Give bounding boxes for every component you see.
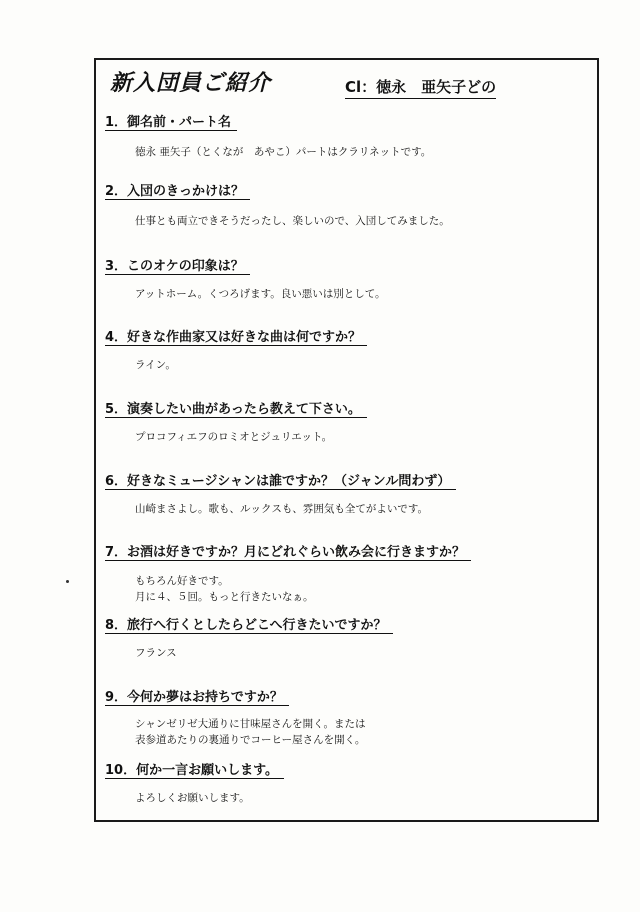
question-9: 9．今何か夢はお持ちですか？ xyxy=(105,686,289,706)
answer-9-line-1: シャンゼリゼ大通りに甘味屋さんを開く。または xyxy=(135,718,366,730)
answer-10-line-1: よろしくお願いします。 xyxy=(135,792,250,804)
answer-7-line-2: 月に４、５回。もっと行きたいなぁ。 xyxy=(135,591,314,603)
question-7: 7．お酒は好きですか？月にどれぐらい飲み会に行きますか？ xyxy=(105,541,471,561)
question-4: 4．好きな作曲家又は好きな曲は何ですか？ xyxy=(105,326,367,346)
answer-1-line-1: 徳永 亜矢子（とくなが あやこ）パートはクラリネットです。 xyxy=(135,146,432,158)
question-6: 6．好きなミュージシャンは誰ですか？（ジャンル問わず） xyxy=(105,470,456,490)
answer-3-line-1: アットホーム。くつろげます。良い悪いは別として。 xyxy=(135,288,386,300)
question-5: 5．演奏したい曲があったら教えて下さい。 xyxy=(105,398,367,418)
answer-6-line-1: 山崎まさよし。歌も、ルックスも、雰囲気も全てがよいです。 xyxy=(135,503,429,515)
answer-5-line-1: プロコフィエフのロミオとジュリエット。 xyxy=(135,431,333,443)
question-8: 8．旅行へ行くとしたらどこへ行きたいですか？ xyxy=(105,614,393,634)
answer-4-line-1: ライン。 xyxy=(135,359,176,371)
page-title: 新入団員ご紹介 xyxy=(110,71,272,96)
answer-9-line-2: 表参道あたりの裏通りでコーヒー屋さんを開く。 xyxy=(135,734,366,746)
question-1: 1．御名前・パート名 xyxy=(105,111,237,131)
question-2: 2．入団のきっかけは？ xyxy=(105,180,250,200)
question-3: 3．このオケの印象は？ xyxy=(105,255,250,275)
member-name: Cl：徳永 亜矢子どの xyxy=(345,76,496,99)
answer-2-line-1: 仕事とも両立できそうだったし、楽しいので、入団してみました。 xyxy=(135,215,450,227)
answer-8-line-1: フランス xyxy=(135,647,177,659)
stray-mark xyxy=(66,580,69,583)
answer-7-line-1: もちろん好きです。 xyxy=(135,575,229,587)
question-10: 10．何か一言お願いします。 xyxy=(105,759,284,779)
